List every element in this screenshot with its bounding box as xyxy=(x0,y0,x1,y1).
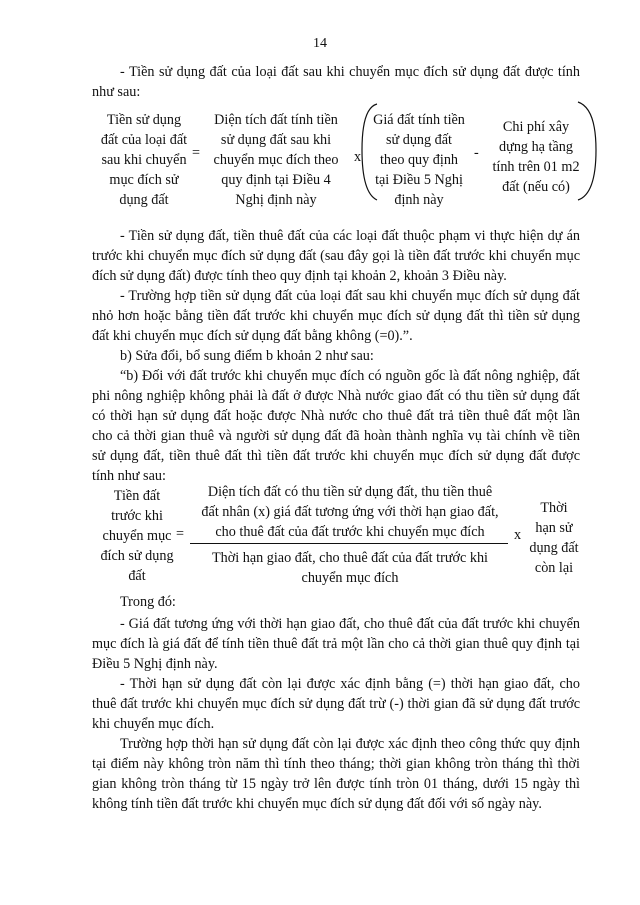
paragraph-land-use-fee-intro: - Tiền sử dụng đất của loại đất sau khi chuyển mục đích sử dụng đất được tính như sau: xyxy=(92,64,580,100)
formula2-numerator: Diện tích đất có thu tiền sử dụng đất, thu tiền thuê đất nhân (x) giá đất tương ứng với thời hạn giao đất, cho thuê đất của đất trước khi chuyển mục đích xyxy=(201,484,499,540)
paragraph-remaining-term-definition: - Thời hạn sử dụng đất còn lại được xác định bằng (=) thời hạn giao đất, cho thuê đất trước khi chuyển mục đích sử dụng đất trừ (-) thời gian đã sử dụng đất trước khi chuyển mục đích. xyxy=(92,676,580,732)
formula1-times: x xyxy=(354,149,362,165)
paragraph-pre-conversion-fee: - Tiền sử dụng đất, tiền thuê đất của các loại đất thuộc phạm vi thực hiện dự án trước khi chuyển mục đích sử dụng đất (sau đây gọi là tiền đất trước khi chuyển mục đích sử dụng đất) được tính theo quy định tại khoản 2, khoản 3 Điều này. xyxy=(92,228,580,284)
formula1-equals: = xyxy=(192,145,201,161)
formula2-denominator: Thời hạn giao đất, cho thuê đất của đất trước khi chuyển mục đích xyxy=(211,550,488,586)
formula2-right-term: Thời hạn sử dụng đất còn lại xyxy=(529,500,579,576)
formula1-cost-term: Chi phí xây dựng hạ tầng tính trên 01 m2 đất (nếu có) xyxy=(492,119,580,195)
paragraph-where: Trong đó: xyxy=(120,594,176,610)
formula1-price-term: Giá đất tính tiền sử dụng đất theo quy định tại Điều 5 Nghị định này xyxy=(373,112,465,208)
paragraph-amend-point-b: b) Sửa đổi, bổ sung điểm b khoản 2 như sau: xyxy=(120,348,374,364)
formula2-equals: = xyxy=(176,526,185,542)
paragraph-point-b-content: “b) Đối với đất trước khi chuyển mục đích có nguồn gốc là đất nông nghiệp, đất phi nông nghiệp không phải là đất ở được Nhà nước giao đất có thu tiền sử dụng đất có thời hạn sử dụng đất hoặc được Nhà nước cho thuê đất trả tiền thuê đất một lần cho cả thời gian thuê và người sử dụng đất đã hoàn thành nghĩa vụ tài chính về tiền sử dụng đất, tiền thuê đất thì tiền đất trước khi chuyển mục đích sử dụng đất được tính như sau: xyxy=(92,368,580,484)
paragraph-rounding-rule: Trường hợp thời hạn sử dụng đất còn lại được xác định theo công thức quy định tại điểm này không tròn năm thì tính theo tháng; thời gian không tròn tháng thì thời gian không tròn tháng từ 15 ngày trở lên được tính tròn 01 tháng, dưới 15 ngày thì không tính tiền đất trước khi chuyển mục đích sử dụng đất đối với số ngày này. xyxy=(92,736,580,812)
paragraph-zero-case: - Trường hợp tiền sử dụng đất của loại đất sau khi chuyển mục đích sử dụng đất nhỏ hơn hoặc bằng tiền đất trước khi chuyển mục đích sử dụng đất thì tiền sử dụng đất khi chuyển mục đích sử dụng đất bằng không (=0).”. xyxy=(92,288,580,344)
formula1-left-term: Tiền sử dụng đất của loại đất sau khi chuyển mục đích sử dụng đất xyxy=(100,112,188,208)
page-number: 14 xyxy=(313,36,327,51)
formula2-times: x xyxy=(514,527,522,543)
formula1-minus: - xyxy=(474,145,479,161)
formula1-area-term: Diện tích đất tính tiền sử dụng đất sau khi chuyển mục đích theo quy định tại Điều 4 Nghị định này xyxy=(213,112,339,208)
paragraph-land-price-definition: - Giá đất tương ứng với thời hạn giao đất, cho thuê đất của đất trước khi chuyển mục đích là giá đất để tính tiền thuê đất trả một lần cho cả thời gian thuê quy định tại Điều 5 Nghị định này. xyxy=(92,616,580,672)
formula2-left-term: Tiền đất trước khi chuyển mục đích sử dụng đất xyxy=(100,488,174,584)
fraction-bar xyxy=(190,543,508,544)
